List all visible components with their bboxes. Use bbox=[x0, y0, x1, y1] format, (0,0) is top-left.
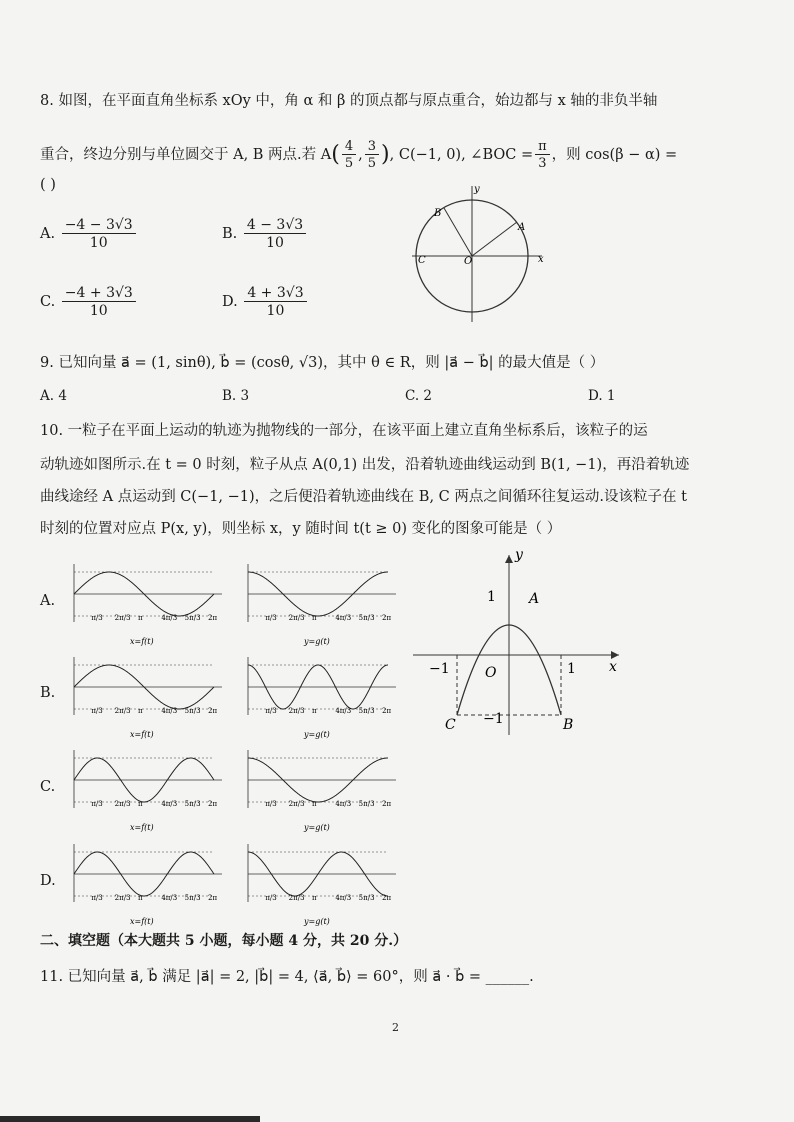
q10-option-a-label: A. bbox=[40, 593, 56, 609]
q8-line2-b: , C(−1, 0), ∠BOC = bbox=[389, 147, 534, 163]
graph-tick-label: π/3 bbox=[265, 614, 277, 622]
graph-tick-label: 2π bbox=[208, 614, 218, 622]
q10-graph-a-y bbox=[236, 562, 400, 648]
q10-line2: 动轨迹如图所示.在 t = 0 时刻，粒子从点 A(0,1) 出发，沿着轨迹曲线运动到 B(1, −1)，再沿着轨迹 bbox=[40, 457, 690, 473]
a-y-num: 3 bbox=[365, 140, 379, 155]
q8-option-c-num: −4 + 3√3 bbox=[62, 286, 136, 302]
graph-tick-label: 5π/3 bbox=[358, 800, 375, 808]
graph-tick-label: 4π/3 bbox=[335, 800, 352, 808]
q8-line1: 8. 如图，在平面直角坐标系 xOy 中，角 α 和 β 的顶点都与原点重合，始边都与 x 轴的非负半轴 bbox=[40, 93, 658, 109]
q8-line2-a: 重合，终边分别与单位圆交于 A, B 两点.若 A bbox=[40, 147, 332, 163]
fig-a-label: A bbox=[518, 222, 526, 233]
q9-option-d: D. 1 bbox=[588, 388, 616, 404]
graph-tick-label: 2π/3 bbox=[288, 614, 305, 622]
q8-option-d-num: 4 + 3√3 bbox=[244, 286, 306, 302]
graph-caption: x=f(t) bbox=[130, 637, 154, 646]
graph-caption: y=g(t) bbox=[304, 637, 330, 646]
y-arrow-icon bbox=[505, 555, 513, 563]
graph-tick-label: 4π/3 bbox=[161, 707, 178, 715]
graph-caption: y=g(t) bbox=[304, 917, 330, 926]
x-arrow-icon bbox=[611, 651, 619, 659]
unit-circle-figure bbox=[412, 182, 552, 328]
q8-answer-paren: ( ) bbox=[40, 177, 56, 193]
parabola-onex-label: 1 bbox=[567, 661, 576, 677]
q8-option-d bbox=[222, 286, 309, 318]
q8-option-b-label: B. bbox=[222, 226, 238, 242]
q9-option-c: C. 2 bbox=[405, 388, 433, 404]
parabola-neg1x-label: −1 bbox=[429, 661, 450, 677]
graph-tick-label: π bbox=[312, 614, 317, 622]
scan-edge-bar bbox=[0, 1116, 260, 1122]
graph-tick-label: 2π/3 bbox=[288, 894, 305, 902]
graph-tick-label: π/3 bbox=[265, 894, 277, 902]
fig-x-label: x bbox=[538, 254, 544, 265]
parabola-x-label: x bbox=[609, 659, 617, 675]
graph-caption: y=g(t) bbox=[304, 730, 330, 739]
q10-line1: 10. 一粒子在平面上运动的轨迹为抛物线的一部分，在该平面上建立直角坐标系后，该粒子的运 bbox=[40, 423, 648, 439]
parabola-c-label: C bbox=[445, 717, 456, 733]
graph-tick-label: 2π bbox=[208, 707, 218, 715]
q10-graph-c-y bbox=[236, 748, 400, 834]
q8-option-a-den: 10 bbox=[89, 235, 108, 251]
graph-tick-label: 4π/3 bbox=[161, 894, 178, 902]
q10-graph-c-x bbox=[62, 748, 226, 834]
q9-option-b: B. 3 bbox=[222, 388, 250, 404]
ray-oa bbox=[472, 222, 517, 256]
q8-option-a-num: −4 − 3√3 bbox=[62, 218, 136, 234]
graph-tick-label: 5π/3 bbox=[184, 707, 201, 715]
graph-tick-label: 5π/3 bbox=[184, 614, 201, 622]
graph-tick-label: 2π/3 bbox=[114, 707, 131, 715]
graph-tick-label: 4π/3 bbox=[335, 707, 352, 715]
a-y-den: 5 bbox=[367, 156, 377, 171]
graph-tick-label: π/3 bbox=[91, 707, 103, 715]
q10-option-d-label: D. bbox=[40, 873, 56, 889]
graph-tick-label: π/3 bbox=[265, 800, 277, 808]
q8-option-a-label: A. bbox=[40, 226, 56, 242]
angle-num: π bbox=[535, 140, 550, 155]
ray-ob bbox=[444, 208, 472, 256]
graph-tick-label: π/3 bbox=[265, 707, 277, 715]
graph-tick-label: 4π/3 bbox=[335, 894, 352, 902]
q10-line3: 曲线途经 A 点运动到 C(−1, −1)，之后便沿着轨迹曲线在 B, C 两点之间循环往复运动.设该粒子在 t bbox=[40, 489, 687, 505]
graph-tick-label: π/3 bbox=[91, 800, 103, 808]
graph-tick-label: 5π/3 bbox=[184, 800, 201, 808]
graph-tick-label: π bbox=[138, 894, 143, 902]
angle-den: 3 bbox=[538, 156, 547, 171]
q8-line2: 重合，终边分别与单位圆交于 A, B 两点.若 A( $\frac{4}{5}$ , $\frac{3}{5}$ ), C(−1, 0), ∠BOC = $\frac{\pi}{3}$ ，则 cos(β − α) = bbox=[40, 139, 678, 171]
q10-graph-b-x bbox=[62, 655, 226, 741]
graph-tick-label: 2π/3 bbox=[288, 707, 305, 715]
fig-c-label: C bbox=[418, 255, 426, 266]
parabola-a-label: A bbox=[529, 591, 540, 607]
fig-y-label: y bbox=[474, 184, 480, 195]
graph-tick-label: 2π/3 bbox=[114, 800, 131, 808]
graph-tick-label: 2π bbox=[208, 800, 218, 808]
graph-tick-label: π/3 bbox=[91, 614, 103, 622]
graph-tick-label: 4π/3 bbox=[161, 614, 178, 622]
graph-tick-label: 5π/3 bbox=[358, 614, 375, 622]
parabola-neg1y-label: −1 bbox=[483, 711, 504, 727]
graph-tick-label: 2π bbox=[382, 894, 392, 902]
graph-caption: x=f(t) bbox=[130, 917, 154, 926]
graph-tick-label: 4π/3 bbox=[161, 800, 178, 808]
graph-tick-label: 2π bbox=[382, 707, 392, 715]
graph-caption: y=g(t) bbox=[304, 823, 330, 832]
graph-tick-label: π bbox=[138, 800, 143, 808]
graph-tick-label: 2π bbox=[382, 614, 392, 622]
graph-tick-label: π/3 bbox=[91, 894, 103, 902]
graph-tick-label: 5π/3 bbox=[358, 894, 375, 902]
q8-option-b-den: 10 bbox=[266, 235, 284, 251]
graph-tick-label: π bbox=[312, 894, 317, 902]
q8-option-b-num: 4 − 3√3 bbox=[244, 218, 306, 234]
q8-option-c bbox=[40, 286, 138, 318]
q8-option-a bbox=[40, 218, 138, 250]
parabola-b-label: B bbox=[563, 717, 574, 733]
graph-caption: x=f(t) bbox=[130, 823, 154, 832]
q9-text: 9. 已知向量 a⃗ = (1, sinθ), b⃗ = (cosθ, √3)，其中 θ ∈ R，则 |a⃗ − b⃗| 的最大值是（ ） bbox=[40, 355, 605, 371]
graph-tick-label: π bbox=[138, 707, 143, 715]
graph-tick-label: π bbox=[138, 614, 143, 622]
a-x-den: 5 bbox=[344, 156, 354, 171]
graph-tick-label: 4π/3 bbox=[335, 614, 352, 622]
parabola-one-label: 1 bbox=[487, 589, 496, 605]
graph-tick-label: 2π/3 bbox=[114, 894, 131, 902]
graph-tick-label: π bbox=[312, 800, 317, 808]
q8-line2-c: ，则 cos(β − α) = bbox=[551, 147, 678, 163]
graph-tick-label: 5π/3 bbox=[358, 707, 375, 715]
q10-graph-b-y bbox=[236, 655, 400, 741]
graph-tick-label: π bbox=[312, 707, 317, 715]
a-x-num: 4 bbox=[342, 140, 356, 155]
q10-option-c-label: C. bbox=[40, 779, 56, 795]
q11-text: 11. 已知向量 a⃗, b⃗ 满足 |a⃗| = 2, |b⃗| = 4, ⟨a⃗, b⃗⟩ = 60°，则 a⃗ · b⃗ = ______. bbox=[40, 969, 534, 985]
q8-option-b bbox=[222, 218, 308, 250]
graph-tick-label: 2π bbox=[208, 894, 218, 902]
graph-tick-label: 2π bbox=[382, 800, 392, 808]
q8-option-c-den: 10 bbox=[89, 303, 108, 319]
graph-tick-label: 2π/3 bbox=[288, 800, 305, 808]
q8-option-d-label: D. bbox=[222, 294, 238, 310]
q10-graph-d-x bbox=[62, 842, 226, 928]
parabola-figure bbox=[405, 545, 635, 740]
fig-b-label: B bbox=[434, 208, 442, 219]
graph-tick-label: 2π/3 bbox=[114, 614, 131, 622]
graph-caption: x=f(t) bbox=[130, 730, 154, 739]
q10-line4: 时刻的位置对应点 P(x, y)，则坐标 x，y 随时间 t(t ≥ 0) 变化的图象可能是（ ） bbox=[40, 521, 562, 537]
q8-option-d-den: 10 bbox=[266, 303, 285, 319]
q10-graph-a-x bbox=[62, 562, 226, 648]
graph-tick-label: 5π/3 bbox=[184, 894, 201, 902]
q9-option-a: A. 4 bbox=[40, 388, 67, 404]
q8-option-c-label: C. bbox=[40, 294, 56, 310]
fig-o-label: O bbox=[464, 256, 473, 267]
parabola-y-label: y bbox=[515, 547, 523, 563]
q10-option-b-label: B. bbox=[40, 685, 56, 701]
q10-graph-d-y bbox=[236, 842, 400, 928]
parabola-o-label: O bbox=[485, 665, 497, 681]
section2-heading: 二、填空题（本大题共 5 小题，每小题 4 分，共 20 分.） bbox=[40, 933, 408, 949]
page-number: 2 bbox=[392, 1021, 399, 1034]
